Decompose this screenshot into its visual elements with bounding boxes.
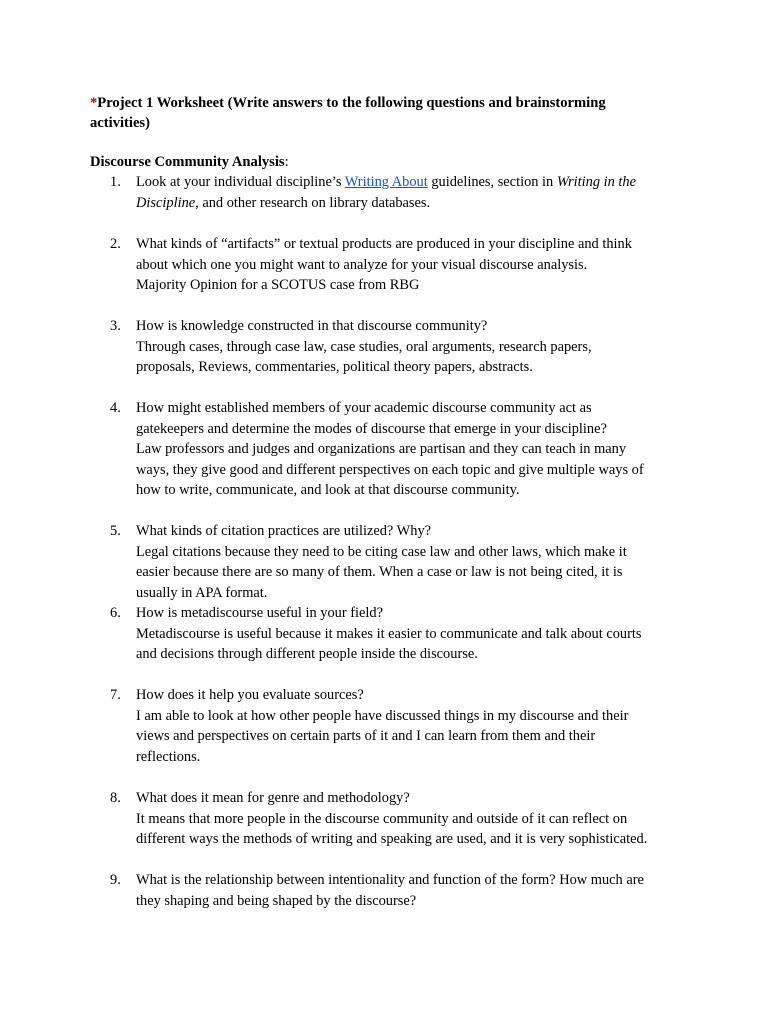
answer-text: I am able to look at how other people have discussed things in my discourse and their bbox=[136, 707, 629, 724]
item-text-italic: Writing in the bbox=[556, 174, 637, 190]
item-text-italic: Discipline bbox=[136, 194, 196, 211]
answer-text: Law professors and judges and organizations are partisan and they can teach in many bbox=[136, 441, 627, 458]
question-text: What is the relationship between intentionality and function of the form? How much are bbox=[136, 872, 644, 888]
list-number: 8. bbox=[110, 790, 121, 806]
question-text: they shaping and being shaped by the discourse? bbox=[136, 892, 417, 909]
list-number: 9. bbox=[110, 872, 121, 888]
section-heading-colon: : bbox=[284, 154, 289, 170]
answer-text: easier because there are so many of them. When a case or law is not being cited, it is bbox=[136, 564, 623, 581]
item-text: , and other research on library databases. bbox=[195, 194, 431, 211]
answer-text: ways, they give good and different perspectives on each topic and give multiple ways of bbox=[136, 461, 644, 478]
list-number: 3. bbox=[110, 318, 121, 334]
question-text: What kinds of “artifacts” or textual products are produced in your discipline and think bbox=[136, 236, 632, 252]
question-text: What kinds of citation practices are utilized? Why? bbox=[136, 523, 432, 539]
list-number: 7. bbox=[110, 687, 121, 703]
item-text: Look at your individual discipline’s bbox=[136, 174, 345, 190]
section-heading-text: Discourse Community Analysis bbox=[90, 154, 285, 170]
list-number: 4. bbox=[110, 400, 121, 416]
list-number: 2. bbox=[110, 236, 121, 252]
answer-text: usually in APA format. bbox=[136, 584, 268, 601]
answer-text: how to write, communicate, and look at that discourse community. bbox=[136, 482, 520, 499]
worksheet-title bbox=[90, 93, 650, 133]
title-line-1: Project 1 Worksheet (Write answers to the following questions and brainstorming bbox=[97, 95, 606, 111]
question-text: How might established members of your academic discourse community act as bbox=[136, 400, 592, 416]
answer-text: different ways the methods of writing and speaking are used, and it is very sophisticated. bbox=[136, 831, 648, 848]
question-text: How is metadiscourse useful in your field? bbox=[136, 605, 383, 621]
item-text: guidelines, section in bbox=[427, 174, 557, 190]
question-text: What does it mean for genre and methodology? bbox=[136, 790, 410, 806]
answer-text: Majority Opinion for a SCOTUS case from RBG bbox=[136, 277, 420, 294]
section-heading bbox=[90, 152, 289, 172]
required-asterisk: * bbox=[90, 95, 98, 111]
question-text: How does it help you evaluate sources? bbox=[136, 687, 364, 703]
list-number: 5. bbox=[110, 523, 121, 539]
list-number: 1. bbox=[110, 174, 121, 190]
writing-about-link[interactable]: Writing About bbox=[344, 174, 428, 190]
answer-text: proposals, Reviews, commentaries, political theory papers, abstracts. bbox=[136, 359, 533, 376]
answer-text: It means that more people in the discourse community and outside of it can reflect on bbox=[136, 810, 628, 827]
answer-text: and decisions through different people inside the discourse. bbox=[136, 646, 478, 663]
title-line-2: activities) bbox=[90, 115, 150, 131]
list-number: 6. bbox=[110, 605, 121, 621]
question-text: about which one you might want to analyze for your visual discourse analysis. bbox=[136, 256, 588, 273]
answer-text: Through cases, through case law, case studies, oral arguments, research papers, bbox=[136, 338, 592, 355]
answer-text: views and perspectives on certain parts of it and I can learn from them and their bbox=[136, 728, 596, 745]
answer-text: reflections. bbox=[136, 748, 201, 765]
question-text: gatekeepers and determine the modes of discourse that emerge in your discipline? bbox=[136, 420, 607, 437]
answer-text: Metadiscourse is useful because it makes it easier to communicate and talk about courts bbox=[136, 625, 642, 642]
answer-text: Legal citations because they need to be citing case law and other laws, which make it bbox=[136, 543, 627, 560]
question-text: How is knowledge constructed in that discourse community? bbox=[136, 318, 488, 334]
